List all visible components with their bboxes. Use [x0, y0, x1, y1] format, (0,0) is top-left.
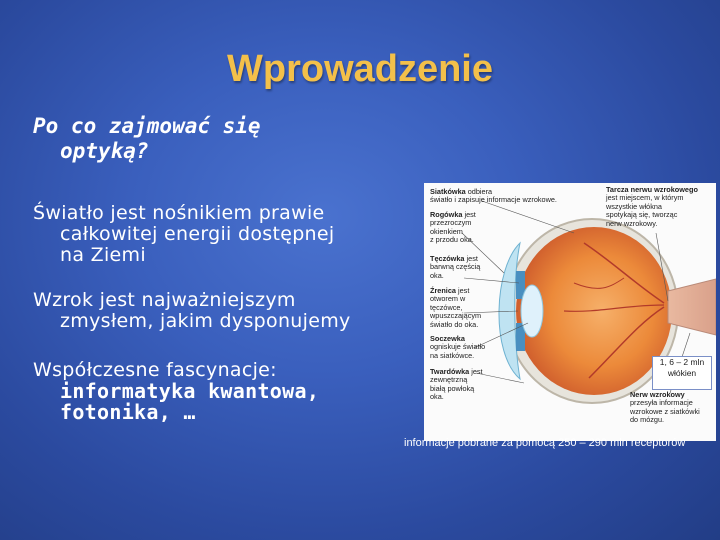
label-tarcza-text4: nerw wzrokowy. [606, 218, 658, 228]
label-twardowka-text1: jest [469, 367, 483, 376]
label-teczowka-text3: oka. [430, 270, 444, 280]
figure-caption: informacje pobrane za pomocą 250 – 290 mln receptorów [404, 437, 686, 449]
fiber-count-line-1: 1, 6 – 2 mln [659, 357, 705, 367]
label-teczowka [430, 255, 500, 280]
label-soczewka-name: Soczewka [430, 334, 465, 343]
label-siatkowka-text2: światło i zapisuje informacje wzrokowe. [430, 195, 557, 205]
label-zrenica-text3: tęczówce, [430, 302, 463, 312]
point3-line-1: Współczesne fascynacje: [33, 359, 277, 381]
label-soczewka-text2: na siatkówce. [430, 350, 475, 360]
question-line-1: Po co zajmować się [33, 114, 261, 138]
point1-line-1: Światło jest nośnikiem prawie [33, 202, 325, 224]
bullet-light-energy [33, 203, 413, 266]
fiber-count-box [652, 356, 712, 390]
label-nerw-name: Nerw wzrokowy [630, 390, 685, 399]
label-rogowka-text2: przezroczym [430, 218, 472, 228]
point1-line-2: całkowitej energii dostępnej [60, 223, 335, 245]
label-rogowka-text1: jest [462, 210, 476, 219]
question-text [33, 114, 363, 164]
label-twardowka-text3: białą powłoką [430, 383, 475, 393]
label-zrenica-text2: otworem w [430, 294, 466, 304]
bullet-fascinations [33, 360, 413, 423]
label-nerw-text2: wzrokowe z siatkówki [630, 406, 700, 416]
point2-line-2: zmysłem, jakim dysponujemy [60, 310, 351, 332]
label-rogowka-name: Rogówka [430, 210, 463, 219]
label-soczewka [430, 335, 500, 360]
label-tarcza-text3: spotykają się, tworząc [606, 210, 678, 220]
label-soczewka-text1: ogniskuje światło [430, 342, 486, 352]
label-rogowka [430, 211, 500, 245]
label-nerw-text1: przesyła informacje [630, 398, 693, 408]
label-twardowka-text2: zewnętrzną [430, 375, 468, 385]
label-twardowka-text4: oka. [430, 392, 444, 402]
label-teczowka-name: Tęczówka [430, 254, 465, 263]
label-twardowka-name: Twardówka [430, 367, 470, 376]
point3-line-3: fotonika, … [60, 400, 196, 424]
label-rogowka-text3: okienkiem [430, 226, 463, 236]
label-teczowka-text1: jest [464, 254, 478, 263]
label-tarcza-text1: jest miejscem, w którym [606, 193, 684, 203]
label-nerw [630, 391, 716, 425]
label-zrenica-text1: jest [455, 286, 470, 295]
question-line-2: optyką? [60, 139, 149, 163]
point1-line-3: na Ziemi [60, 244, 146, 266]
label-tarcza-text2: wszystkie włókna [606, 201, 662, 211]
label-teczowka-text2: barwną częścią [430, 262, 481, 272]
label-tarcza-name: Tarcza nerwu wzrokowego [606, 185, 698, 194]
slide-title: Wprowadzenie [226, 48, 494, 90]
label-siatkowka [430, 188, 580, 205]
label-siatkowka-text1: odbiera [465, 187, 493, 196]
fiber-count-line-2: włókien [667, 368, 697, 378]
label-rogowka-text4: z przodu oka. [430, 235, 474, 245]
label-zrenica-text4: wpuszczającym [430, 311, 482, 321]
label-zrenica [430, 287, 500, 329]
label-zrenica-text5: światło do oka. [430, 319, 479, 329]
label-siatkowka-name: Siatkówka [430, 187, 466, 196]
eye-anatomy-figure [424, 183, 716, 441]
point3-line-2: informatyka kwantowa, [60, 379, 320, 403]
label-tarcza [606, 186, 716, 228]
label-twardowka [430, 368, 500, 402]
bullet-vision [33, 290, 423, 332]
point2-line-1: Wzrok jest najważniejszym [33, 289, 296, 311]
label-nerw-text3: do mózgu. [630, 415, 665, 425]
label-zrenica-name: Źrenica [430, 286, 456, 295]
